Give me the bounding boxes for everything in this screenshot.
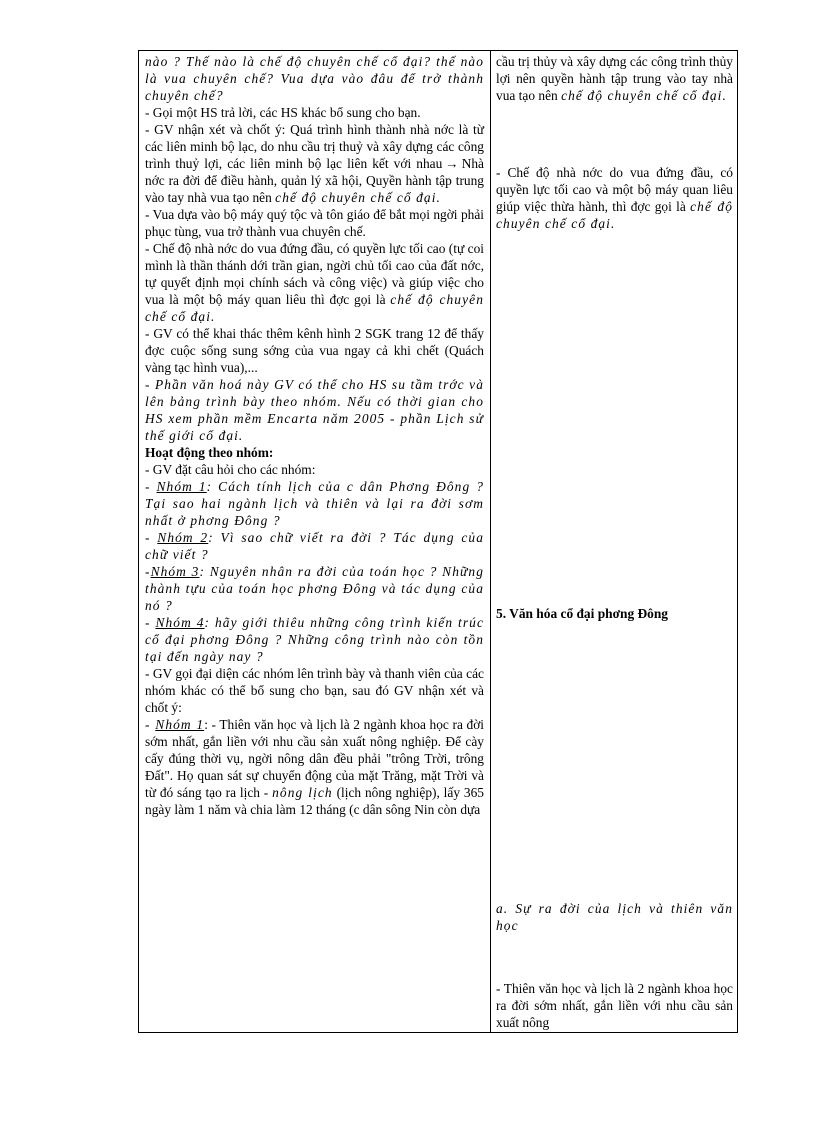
- group-question: -Nhóm 3: Nguyên nhân ra đời của toán học ? Những thành tựu của toán học phơng Đông và tác dụng của nó ?: [145, 564, 484, 613]
- text-run: - GV nhận xét và chốt ý: Quá trình hình thành nhà nớc là từ các liên minh bộ lạc, do nhu cầu trị thuỷ và xây dựng các công trình thuỷ lợi, các liên minh bộ lạc liên kết với nhau: [145, 122, 484, 171]
- paragraph: [496, 164, 733, 232]
- group-label: Nhóm 1: [156, 479, 207, 494]
- subsection-heading: a. Sự ra đời của lịch và thiên văn học: [496, 901, 733, 933]
- content-block: [496, 900, 733, 934]
- content-column: [491, 51, 737, 1032]
- text-run: - Chế độ nhà nớc do vua đứng đầu, có quyền lực tối cao và một bộ máy quan liêu giúp việc thừa hành, thì đợc gọi là: [496, 165, 733, 214]
- text-run: : Vì sao chữ viết ra đời ? Tác dụng của chữ viết ?: [145, 530, 484, 562]
- paragraph: [145, 240, 484, 325]
- text-run: : Cách tính lịch của c dân Phơng Đông ? Tại sao hai ngành lịch và thiên và lại ra đời sơm nhất ở phơng Đông ?: [145, 479, 484, 528]
- paragraph: - GV có thể khai thác thêm kênh hình 2 SGK trang 12 để thấy đợc cuộc sống sung sớng của vua ngay cả khi chết (Quách vàng tạc hình vua),...: [145, 326, 484, 375]
- text-run: - Chế độ nhà nớc do vua đứng đầu, có quyền lực tối cao (tự coi mình là thần thánh dới trần gian, ngời chủ tối cao của đất nớc, tự quyết định mọi chính sách và công việc) và giúp việc cho vua là một bộ máy quan liêu thì đợc gọi là: [145, 241, 484, 307]
- paragraph: - GV đặt câu hỏi cho các nhóm:: [145, 462, 316, 477]
- paragraph: [145, 121, 484, 206]
- content-block: [496, 980, 733, 1031]
- group-label: Nhóm 3: [150, 564, 200, 579]
- content-block: [496, 605, 733, 622]
- paragraph: [496, 53, 733, 104]
- text-run: : - Thiên văn học và lịch là 2 ngành khoa học ra đời sớm nhất, gắn liền với nhu cầu sản xuất nông nghiệp. Để cày cấy đúng thời vụ, ngời nông dân đều phải "trông Trời, trông Đất". Họ quan sát sự chuyển động của mặt Trăng, mặt Trời và từ đó sáng tạo ra lịch -: [145, 717, 484, 800]
- teacher-activities-column: [139, 51, 491, 1032]
- paragraph: - Gọi một HS trả lời, các HS khác bổ sung cho bạn.: [145, 105, 421, 120]
- italic-term: chế độ chuyên chế cổ đại.: [145, 292, 484, 324]
- lesson-table: [138, 50, 738, 1033]
- paragraph: - GV gọi đại diện các nhóm lên trình bày và thanh viên của các nhóm khác có thể bổ sung cho bạn, sau đó GV nhận xét và chốt ý:: [145, 666, 484, 715]
- text-run: : Nguyên nhân ra đời của toán học ? Những thành tựu của toán học phơng Đông và tác dụng của nó ?: [145, 564, 484, 613]
- paragraph: - Vua dựa vào bộ máy quý tộc và tôn giáo để bắt mọi ngời phải phục tùng, vua trở thành vua chuyên chế.: [145, 207, 484, 239]
- group-label: Nhóm 2: [157, 530, 209, 545]
- italic-term: chế độ chuyên chế cổ đại.: [275, 190, 441, 205]
- group-label: Nhóm 4: [155, 615, 205, 630]
- group-question: - Nhóm 4: hãy giới thiêu những công trình kiến trúc cổ đại phơng Đông ? Những công trình nào còn tồn tại đến ngày nay ?: [145, 615, 484, 664]
- italic-term: nông lịch: [272, 785, 333, 800]
- paragraph: - Nhóm 1: - Thiên văn học và lịch là 2 ngành khoa học ra đời sớm nhất, gắn liền với nhu cầu sản xuất nông nghiệp. Để cày cấy đúng thời vụ, ngời nông dân đều phải "trông Trời, trông Đất". Họ quan sát sự chuyển động của mặt Trăng, mặt Trời và từ đó sáng tạo ra lịch - nông lịch (lịch nông nghiệp), lấy 365 ngày làm 1 năm và chia làm 12 tháng (c dân sông Nin còn dựa: [145, 717, 484, 817]
- content-block: [496, 164, 733, 232]
- text-run: Nhà nớc ra đời để điều hành, quản lý xã hội, Quyền hành tập trung vào tay nhà vua tạo nên: [145, 156, 484, 205]
- group-label: Nhóm 1: [155, 717, 205, 732]
- section-heading: 5. Văn hóa cổ đại phơng Đông: [496, 606, 668, 621]
- content-block: [496, 53, 733, 104]
- text-run: (lịch nông nghiệp), lấy 365 ngày làm 1 năm và chia làm 12 tháng (c dân sông Nin còn dựa: [145, 785, 484, 817]
- question-text: nào ? Thế nào là chế độ chuyên chế cổ đại? thế nào là vua chuyên chế? Vua dựa vào đâu để trở thành chuyên chế?: [145, 54, 484, 103]
- paragraph: - Thiên văn học và lịch là 2 ngành khoa học ra đời sớm nhất, gắn liền với nhu cầu sản xuất nông: [496, 981, 733, 1030]
- group-question: - Nhóm 1: Cách tính lịch của c dân Phơng Đông ? Tại sao hai ngành lịch và thiên và lại ra đời sơm nhất ở phơng Đông ?: [145, 479, 484, 528]
- arrow-right-icon: →: [445, 156, 459, 171]
- text-run: cầu trị thủy và xây dựng các công trình thủy lợi nên quyền hành tập trung vào tay nhà vua tạo nên: [496, 54, 733, 103]
- section-heading: Hoạt động theo nhóm:: [145, 445, 274, 460]
- italic-term: chế độ chuyên chế cổ đại.: [496, 199, 734, 231]
- italic-term: chế độ chuyên chế cổ đại.: [561, 88, 727, 103]
- group-question: - Nhóm 2: Vì sao chữ viết ra đời ? Tác dụng của chữ viết ?: [145, 530, 484, 562]
- text-run: : hãy giới thiêu những công trình kiến trúc cổ đại phơng Đông ? Những công trình nào còn tồn tại đến ngày nay ?: [145, 615, 484, 664]
- note-text: - Phần văn hoá này GV có thể cho HS su tầm trớc và lên bảng trình bày theo nhóm. Nếu có thời gian cho HS xem phần mềm Encarta năm 2005 - phần Lịch sử thế giới cổ đại.: [145, 377, 484, 443]
